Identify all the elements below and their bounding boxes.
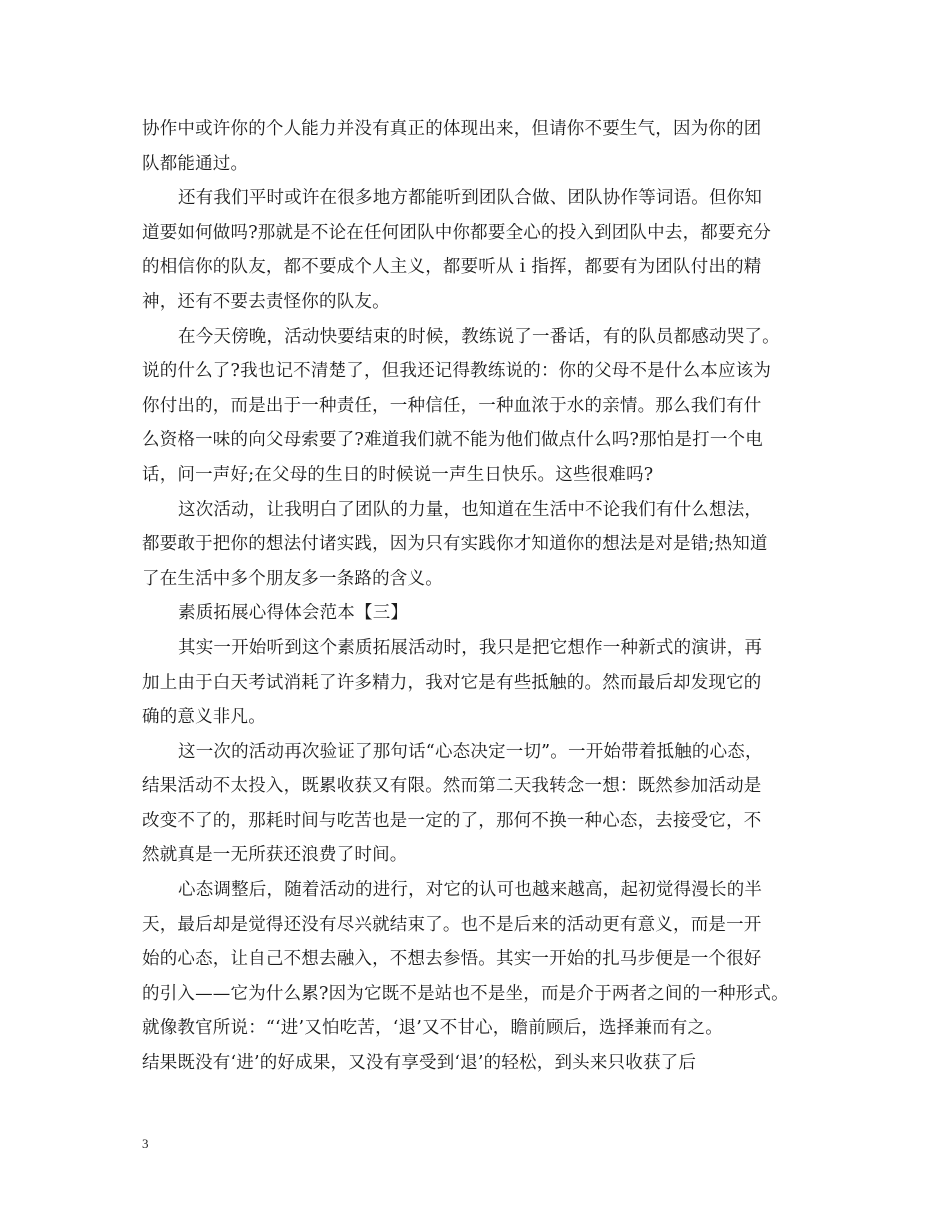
text-line: 队都能通过。 (142, 153, 249, 174)
section-heading: 素质拓展心得体会范本【三】 (178, 603, 409, 624)
text-line: 了在生活中多个朋友多一条路的含义。 (142, 568, 443, 589)
paragraph-start-line: 还有我们平时或许在很多地方都能听到团队合做、团队协作等词语。但你知 (178, 188, 763, 209)
text-line: 结果既没有‘进’的好成果，又没有享受到‘退’的轻松，到头来只收获了后 (142, 1053, 697, 1074)
paragraph-start-line: 心态调整后，随着活动的进行，对它的认可也越来越高，起初觉得漫长的半 (178, 880, 763, 901)
text-line: 协作中或许你的个人能力并没有真正的体现出来，但请你不要生气，因为你的团 (142, 119, 762, 139)
text-line: 话，问一声好;在父母的生日的时候说一声生日快乐。这些很难吗? (142, 464, 654, 485)
text-line: 你付出的，而是出于一种责任，一种信任，一种血浓于水的亲情。那么我们有什 (142, 395, 762, 416)
paragraph-start-line: 这一次的活动再次验证了那句话“心态决定一切”。一开始带着抵触的心态， (178, 741, 763, 762)
text-line: 的相信你的队友，都不要成个人主义，都要听从ｉ指挥，都要有为团队付出的精 (142, 257, 762, 278)
text-line: 都要敢于把你的想法付诸实践，因为只有实践你才知道你的想法是对是错;热知道 (142, 534, 768, 555)
page-number: 3 (142, 1136, 149, 1151)
text-line: 神，还有不要去责怪你的队友。 (142, 291, 390, 312)
document-body (142, 112, 822, 1081)
paragraph-start-line: 其实一开始听到这个素质拓展活动时，我只是把它想作一种新式的演讲，再 (178, 637, 763, 658)
text-line: 么资格一味的向父母索要了?难道我们就不能为他们做点什么吗?那怕是打一个电 (142, 430, 763, 451)
text-line: 道要如何做吗?那就是不论在任何团队中你都要全心的投入到团队中去，都要充分 (142, 222, 772, 243)
text-line: 然就真是一无所获还浪费了时间。 (142, 845, 408, 866)
text-line: 加上由于白天考试消耗了许多精力，我对它是有些抵触的。然而最后却发现它的 (142, 672, 762, 693)
text-line: 确的意义非凡。 (142, 707, 266, 728)
text-line: 改变不了的，那耗时间与吃苦也是一定的了，那何不换一种心态，去接受它，不 (142, 810, 762, 831)
text-line: 说的什么了?我也记不清楚了，但我还记得教练说的：你的父母不是什么本应该为 (142, 361, 772, 382)
paragraph-start-line: 在今天傍晚，活动快要结束的时候，教练说了一番话，有的队员都感动哭了。 (178, 326, 780, 347)
paragraph-start-line: 这次活动，让我明白了团队的力量，也知道在生活中不论我们有什么想法， (178, 499, 763, 520)
text-line: 天，最后却是觉得还没有尽兴就结束了。也不是后来的活动更有意义，而是一开 (142, 914, 762, 935)
text-line: 结果活动不太投入，既累收获又有限。然而第二天我转念一想：既然参加活动是 (142, 776, 762, 797)
text-line: 始的心态，让自己不想去融入，不想去参悟。其实一开始的扎马步便是一个很好 (142, 949, 762, 970)
text-line: 的引入——它为什么累?因为它既不是站也不是坐，而是介于两者之间的一种形式。 (142, 983, 789, 1004)
text-line: 就像教官所说：“‘进’又怕吃苦，‘退’又不甘心，瞻前顾后，选择兼而有之。 (142, 1018, 723, 1039)
